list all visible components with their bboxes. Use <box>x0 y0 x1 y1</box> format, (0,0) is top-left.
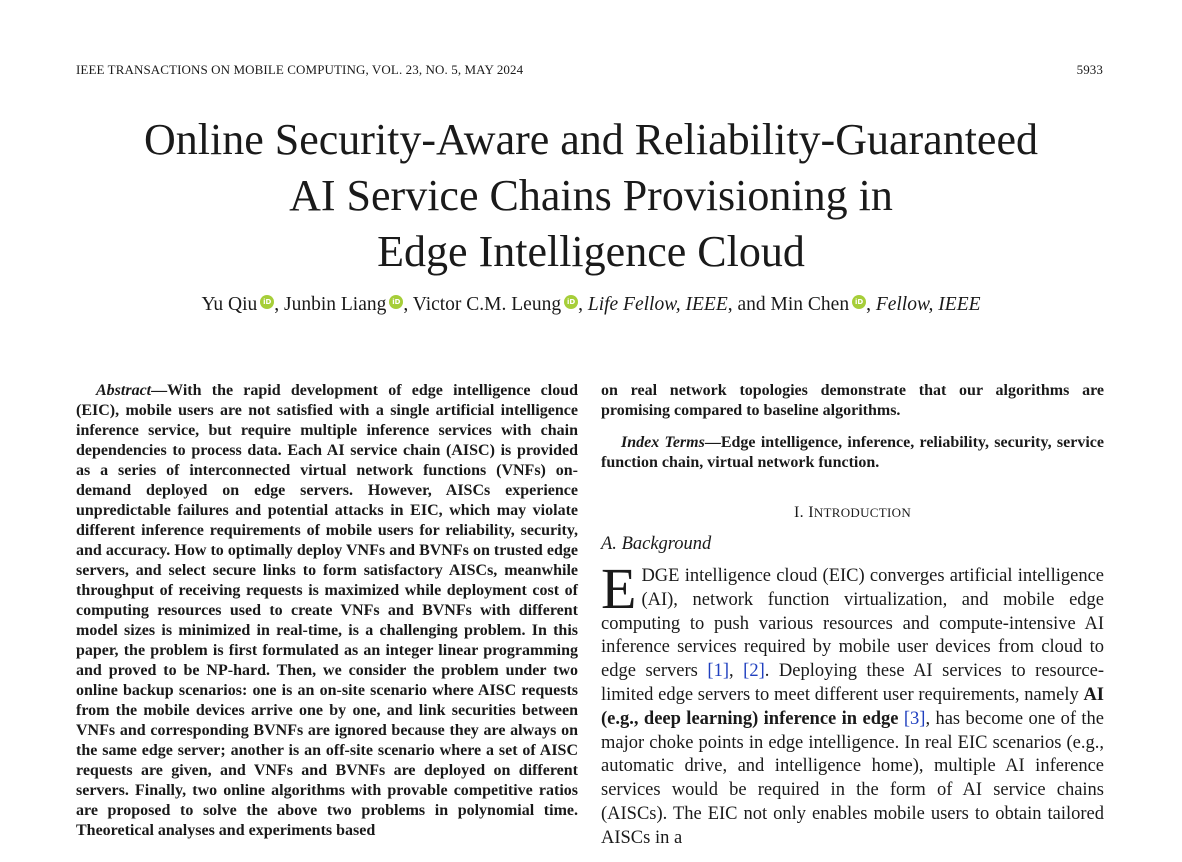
page-number: 5933 <box>1076 62 1103 77</box>
body-text: , <box>728 661 744 682</box>
right-column <box>601 381 1104 851</box>
section-heading <box>601 503 1104 523</box>
body-text: , has become one of the major choke points in edge intelligence. In real EIC scenarios (e.g., automatic drive, and intelligence home), multiple AI inference services would be required in the form of AI service chains (AISCs). The EIC not only enables mobile users to obtain tailored AISCs in a <box>601 708 1104 848</box>
orcid-icon[interactable]: iD <box>852 295 866 309</box>
paper-title <box>0 112 1182 280</box>
author-separator: , <box>578 294 588 315</box>
title-line: AI Service Chains Provisioning in <box>289 171 893 220</box>
author-name: Victor C.M. Leung <box>412 294 562 315</box>
author-affiliation: Life Fellow, IEEE <box>587 294 728 315</box>
journal-header: IEEE TRANSACTIONS ON MOBILE COMPUTING, VOL. 23, NO. 5, MAY 2024 <box>76 62 524 77</box>
orcid-icon[interactable]: iD <box>389 295 403 309</box>
citation-link[interactable]: [2] <box>743 661 765 682</box>
body-text: DGE intelligence cloud (EIC) converges artificial intelligence (AI), network function virtualization, and mobile edge computing to push various resources and compute-intensive AI inference services required by mobile user devices from cloud to edge servers <box>601 566 1104 682</box>
index-terms-label: Index Terms <box>621 434 705 451</box>
section-number: I. <box>793 504 804 521</box>
subsection-heading <box>601 534 1104 554</box>
drop-cap: E <box>601 556 637 621</box>
section-title-rest: NTRODUCTION <box>813 505 912 520</box>
index-terms-text: —Edge intelligence, inference, reliability, security, service function chain, virtual network function. <box>601 434 1105 471</box>
citation-link[interactable]: [3] <box>903 708 926 729</box>
author-name: Min Chen <box>770 294 850 315</box>
author-separator: , <box>274 294 284 315</box>
citation-link[interactable]: [1] <box>707 661 729 682</box>
section-title-initial: I <box>808 504 814 521</box>
author-separator: , <box>403 294 413 315</box>
abstract-continuation: on real network topologies demonstrate that our algorithms are promising compared to baseline algorithms. <box>601 382 1104 419</box>
title-line: Online Security-Aware and Reliability-Guaranteed <box>144 115 1038 164</box>
title-line: Edge Intelligence Cloud <box>377 227 805 276</box>
intro-paragraph <box>601 556 1104 851</box>
emphasis-text: AI (e.g., deep learning) inference in edge <box>601 684 1104 729</box>
abstract-text: —With the rapid development of edge intelligence cloud (EIC), mobile users are not satisfied with a single artificial intelligence inference service, but require multiple inference services with chain dependencies to process data. Each AI service chain (AISC) is provided as a series of interconnected virtual network functions (VNFs) on-demand deployed on edge servers. However, AISCs experience unpredictable failures and potential attacks in EIC, which may violate different inference requirements of mobile users for reliability, security, and accuracy. How to optimally deploy VNFs and BVNFs on trusted edge servers, and select secure links to form satisfactory AISCs, meanwhile throughput of receiving requests is maximized while deployment cost of computing resources used to create VNFs and BVNFs with different model sizes is minimized in real-time, is a challenging problem. In this paper, the problem is first formulated as an integer linear programming and proved to be NP-hard. Then, we consider the problem under two online backup scenarios: one is an on-site scenario where AISC requests from the mobile devices arrive one by one, and link securities between VNFs and corresponding BVNFs are ignored because they are always on the same edge server; another is an off-site scenario where a set of AISC requests are given, and VNFs and BVNFs are deployed on different servers. Finally, two online algorithms with provable competitive ratios are proposed to solve the above two problems in polynomial time. Theoretical analyses and experiments based <box>76 382 578 839</box>
orcid-icon[interactable]: iD <box>260 295 274 309</box>
body-text: . Deploying these AI services to resource-limited edge servers to meet different user requirements, namely <box>601 661 1104 705</box>
author-name: Junbin Liang <box>284 294 387 315</box>
author-list <box>0 291 1182 319</box>
author-name: Yu Qiu <box>201 294 258 315</box>
subsection-label: A. <box>601 534 617 554</box>
author-separator: , <box>866 294 876 315</box>
orcid-icon[interactable]: iD <box>564 295 578 309</box>
abstract-label: Abstract <box>96 382 152 399</box>
author-affiliation: Fellow, IEEE <box>875 294 981 315</box>
index-terms <box>601 433 1104 473</box>
subsection-title: Background <box>621 534 712 554</box>
abstract <box>76 381 578 841</box>
left-column <box>76 381 578 841</box>
author-separator: , and <box>727 294 771 315</box>
